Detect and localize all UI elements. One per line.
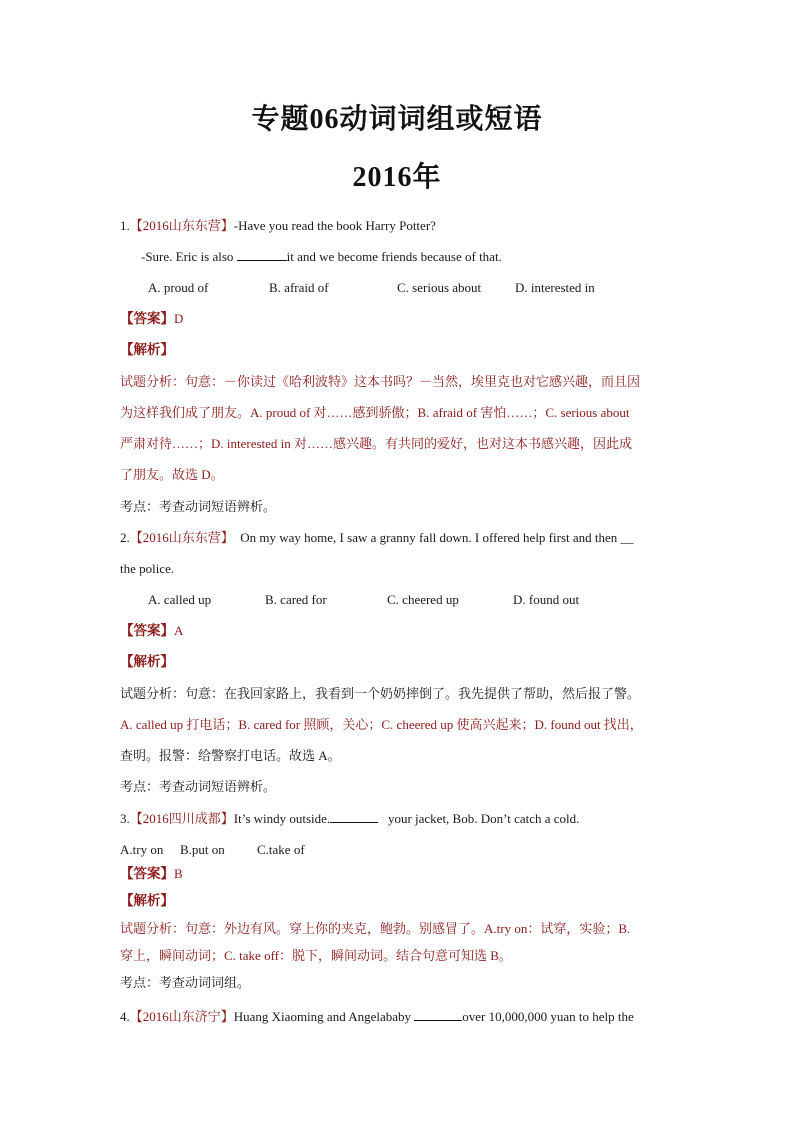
q3-point: 考点：考查动词词组。	[120, 975, 251, 990]
q2-option-b: B. cared for	[265, 592, 327, 607]
q1-line2b: it and we become friends because of that.	[286, 249, 502, 264]
q3-blank	[330, 810, 378, 823]
q2-analysis-line: A. called up 打电话；B. cared for 照顾，关心；C. cheered up 使高兴起来；D. found out 找出，	[120, 717, 643, 732]
q3-analysis-label-line	[120, 892, 174, 910]
q3-option-b: B.put on	[180, 842, 225, 857]
q2-stem2: the police.	[120, 561, 175, 576]
q3-number: 3.	[120, 811, 130, 826]
q3-analysis-line: 试题分析：句意：外边有风。穿上你的夹克，鲍勃。别感冒了。A.try on：试穿，实验；B.	[120, 921, 631, 936]
q2-stem-line	[120, 529, 634, 547]
q3-stem-line	[120, 810, 579, 828]
q1-answer	[120, 310, 183, 328]
q4-stem-line	[120, 1008, 634, 1026]
page-title: 专题06动词词组或短语	[251, 104, 543, 135]
q2-analysis-label-line	[120, 653, 174, 671]
q2-analysis-label: 【解析】	[120, 654, 174, 669]
q3-analysis-label: 【解析】	[120, 893, 174, 908]
q1-option-b: B. afraid of	[269, 280, 329, 295]
q2-option-c: C. cheered up	[387, 592, 459, 607]
q3-stem-a: It’s windy outside.	[233, 811, 331, 826]
q1-analysis-line: 为这样我们成了朋友。A. proud of 对……感到骄傲；B. afraid of 害怕……；C. serious about	[120, 405, 630, 420]
q1-stem: -Have you read the book Harry Potter?	[233, 218, 436, 233]
q2-answer-label: 【答案】	[120, 623, 174, 638]
q1-answer-label: 【答案】	[120, 311, 174, 326]
q1-option-c: C. serious about	[397, 280, 482, 295]
q2-source: 【2016山东东营】	[129, 530, 234, 545]
q3-answer-label: 【答案】	[120, 866, 174, 881]
q3-analysis-line: 穿上，瞬间动词；C. take off：脱下，瞬间动词。结合句意可知选 B。	[120, 948, 512, 963]
q1-options	[148, 279, 595, 297]
q2-analysis-line: 试题分析：句意：在我回家路上，我看到一个奶奶摔倒了。我先提供了帮助，然后报了警。	[120, 686, 641, 701]
q2-point: 考点：考查动词短语辨析。	[120, 779, 277, 794]
q1-option-d: D. interested in	[515, 280, 595, 295]
q2-option-d: D. found out	[513, 592, 580, 607]
q1-analysis-label-line	[120, 341, 174, 359]
q3-option-c: C.take of	[257, 842, 305, 857]
q4-source: 【2016山东济宁】	[129, 1009, 234, 1024]
q3-answer-value: B	[174, 866, 183, 881]
q1-source: 【2016山东东营】	[129, 218, 234, 233]
q4-stem-b: over 10,000,000 yuan to help the	[462, 1009, 634, 1024]
q1-analysis-label: 【解析】	[120, 342, 174, 357]
q1-answer-value: D	[174, 311, 184, 326]
q1-stem-line	[120, 217, 436, 235]
page-subtitle: 2016年	[352, 162, 442, 193]
q3-stem-b: your jacket, Bob. Don’t catch a cold.	[387, 811, 580, 826]
q1-analysis-line: 试题分析：句意：－你读过《哈利波特》这本书吗？－当然，埃里克也对它感兴趣，而且因	[120, 374, 641, 389]
q1-number: 1.	[120, 218, 130, 233]
q1-option-a: A. proud of	[148, 280, 209, 295]
q2-answer	[120, 622, 183, 640]
q3-options	[120, 841, 305, 859]
q1-stem-line2	[141, 248, 502, 266]
q3-source: 【2016四川成都】	[129, 811, 234, 826]
q2-answer-value: A	[174, 623, 184, 638]
q3-option-a: A.try on	[120, 842, 164, 857]
q2-options	[148, 591, 579, 609]
q2-analysis-line: 查明。报警：给警察打电话。故选 A。	[120, 748, 341, 763]
q2-option-a: A. called up	[148, 592, 212, 607]
q4-stem-a: Huang Xiaoming and Angelababy	[233, 1009, 412, 1024]
q1-analysis-line: 严肃对待……；D. interested in 对……感兴趣。有共同的爱好，也对这本书感兴趣，因此成	[120, 436, 633, 451]
q1-line2a: -Sure. Eric is also	[141, 249, 234, 264]
q2-number: 2.	[120, 530, 130, 545]
q4-number: 4.	[120, 1009, 130, 1024]
q4-blank	[414, 1008, 462, 1021]
q1-point: 考点：考查动词短语辨析。	[120, 499, 277, 514]
q3-answer	[120, 865, 183, 883]
q1-analysis-line: 了朋友。故选 D。	[120, 467, 224, 482]
q1-blank	[237, 248, 287, 261]
q2-stem: On my way home, I saw a granny fall down. I offered help first and then __	[240, 530, 634, 545]
